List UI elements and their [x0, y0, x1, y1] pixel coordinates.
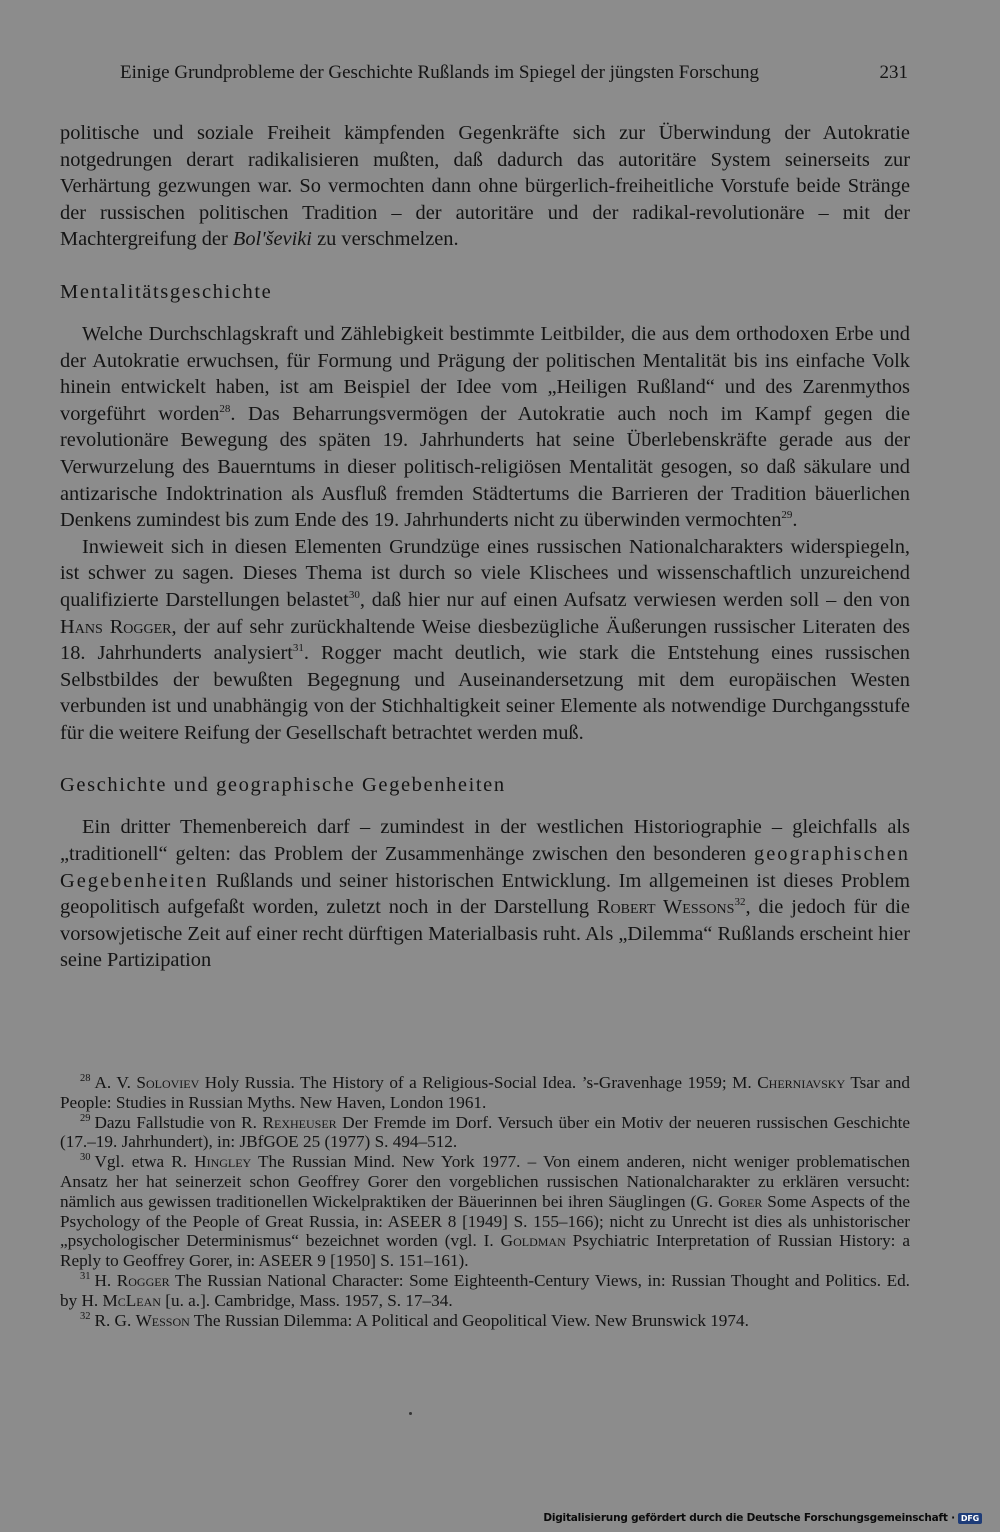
- paragraph: Ein dritter Themenbereich darf – zumindest in der westlichen Historiographie – gleichfalls als „traditionell“ gelten: das Problem der Zusammenhänge zwischen den besonderen geographischen Gegebenheiten Rußlands und seiner historischen Entwicklung. Im allgemeinen ist dieses Problem geopolitisch aufgefaßt worden, zuletzt noch in der Darstellung Robert Wessons$^{32}$, die jedoch für die vorsowjetische Zeit auf einer recht dürftigen Materialbasis ruht. Als „Dilemma“ Rußlands erscheint hier seine Partizipation: [60, 816, 910, 972]
- footnote-ref: 31: [292, 642, 304, 655]
- footnote: $^{30}$ Vgl. etwa R. Hingley The Russian Mind. New York 1977. – Von einem anderen, nicht weniger problematischen Ansatz her hat seinerzeit schon Geoffrey Gorer den vorgeblichen russischen Nationalcharakter zu erklären versucht: nämlich aus gewissen traditionellen Wickelpraktiken der Bäuerinnen bei ihren Säuglingen (G. Gorer Some Aspects of the Psychology of the People of Great Russia, in: ASEER 8 [1949] S. 155–166); nicht zu Unrecht ist dies als unhistorischer „psychologischer Determinismus“ bezeichnet worden (vgl. I. Goldman Psychiatric Interpretation of Russian History: a Reply to Geoffrey Gorer, in: ASEER 9 [1950] S. 151–161).: [60, 1152, 911, 1271]
- footnote: $^{32}$ R. G. Wesson The Russian Dilemma: A Political and Geopolitical View. New Brunswick 1974.: [80, 1310, 749, 1330]
- author-name: Robert Wessons: [596, 896, 735, 919]
- footnote: $^{31}$ H. Rogger The Russian National Character: Some Eighteenth-Century Views, in: Russian Thought and Politics. Ed. by H. McLean [u. a.]. Cambridge, Mass. 1957, S. 17–34.: [60, 1270, 910, 1310]
- italic-term: Bol'ševiki: [232, 228, 312, 251]
- footnote-ref: 29: [781, 509, 793, 522]
- running-title: Einige Grundprobleme der Geschichte Rußlands im Spiegel der jüngsten Forschung: [120, 62, 760, 83]
- spaced-term: geographischen Gegebenheiten: [60, 843, 910, 892]
- paragraph: Inwieweit sich in diesen Elementen Grundzüge eines russischen Nationalcharakters widerspiegeln, ist schwer zu sagen. Dieses Thema ist durch so viele Klischees und wissenschaftlich unzureichend qualifizierte Darstellungen belastet$^{30}$, daß hier nur auf einen Aufsatz verwiesen werden soll – den von Hans Rogger, der auf sehr zurückhaltende Weise diesbezügliche Äußerungen russischer Literaten des 18. Jahrhunderts analysiert$^{31}$. Rogger macht deutlich, wie stark die Entstehung eines russischen Selbstbildes der bewußten Begegnung und Auseinandersetzung mit dem europäischen Westen verbunden ist und unabhängig von der Stichhaltigkeit seiner Elemente als notwendige Durchgangsstufe für die weitere Reifung der Gesellschaft betrachtet werden muß.: [60, 535, 911, 744]
- footnotes: [60, 1073, 910, 1330]
- footnote-ref: 28: [219, 402, 231, 415]
- section-heading-mentality: Mentalitätsgeschichte: [60, 280, 273, 303]
- body-text: [60, 120, 910, 974]
- footnote: $^{28}$ A. V. Soloviev Holy Russia. The History of a Religious-Social Idea. ’s-Gravenhage 1959; M. Cherniavsky Tsar and People: Studies in Russian Myths. New Haven, London 1961.: [60, 1073, 910, 1112]
- stray-dot: [409, 1412, 412, 1415]
- section-heading-geography: Geschichte und geographische Gegebenheiten: [60, 774, 506, 797]
- footnote-ref: 30: [348, 589, 360, 602]
- credit-text: Digitalisierung gefördert durch die Deutsche Forschungsgemeinschaft ·: [543, 1512, 955, 1524]
- page-number: 231: [879, 62, 908, 83]
- dfg-logo-icon: DFG: [958, 1513, 982, 1524]
- paragraph: Welche Durchschlagskraft und Zählebigkeit bestimmte Leitbilder, die aus dem orthodoxen Erbe und der Autokratie erwuchsen, für Formung und Prägung der politischen Mentalität bis ins einfache Volk hinein entwickelt haben, ist am Beispiel der Idee vom „Heiligen Rußland“ und des Zarenmythos vorgeführt worden$^{28}$. Das Beharrungsvermögen der Autokratie auch noch im Kampf gegen die revolutionäre Bewegung des späten 19. Jahrhunderts hat seine Überlebenskräfte gerade aus der Verwurzelung des Bauerntums in dieser politisch-religiösen Mentalität gesogen, so daß säkulare und antizarische Indoktrination als Ausfluß fremden Städtertums die Barrieren der Tradition bäuerlichen Denkens zumindest bis zum Ende des 19. Jahrhunderts nicht zu überwinden vermochten$^{29}$.: [60, 322, 911, 532]
- paragraph-continuation: politische und soziale Freiheit kämpfenden Gegenkräfte sich zur Überwindung der Autokratie notgedrungen derart radikalisieren mußten, daß dadurch das autoritäre System seinerseits zur Verhärtung gezwungen war. So vermochten dann ohne bürgerlich-freiheitliche Vorstufe beide Stränge der russischen politischen Tradition – der autoritäre und der radikal-revolutionäre – mit der Machtergreifung der Bol'ševiki zu verschmelzen.: [60, 122, 910, 251]
- footnote-ref: 32: [734, 896, 746, 909]
- author-name: Hans Rogger: [60, 615, 172, 638]
- footnote: $^{29}$ Dazu Fallstudie von R. Rexheuser Der Fremde im Dorf. Versuch über ein Motiv der neueren russischen Geschichte (17.–19. Jahrhundert), in: JBfGOE 25 (1977) S. 494–512.: [60, 1112, 910, 1152]
- digitization-credit: [543, 1512, 982, 1524]
